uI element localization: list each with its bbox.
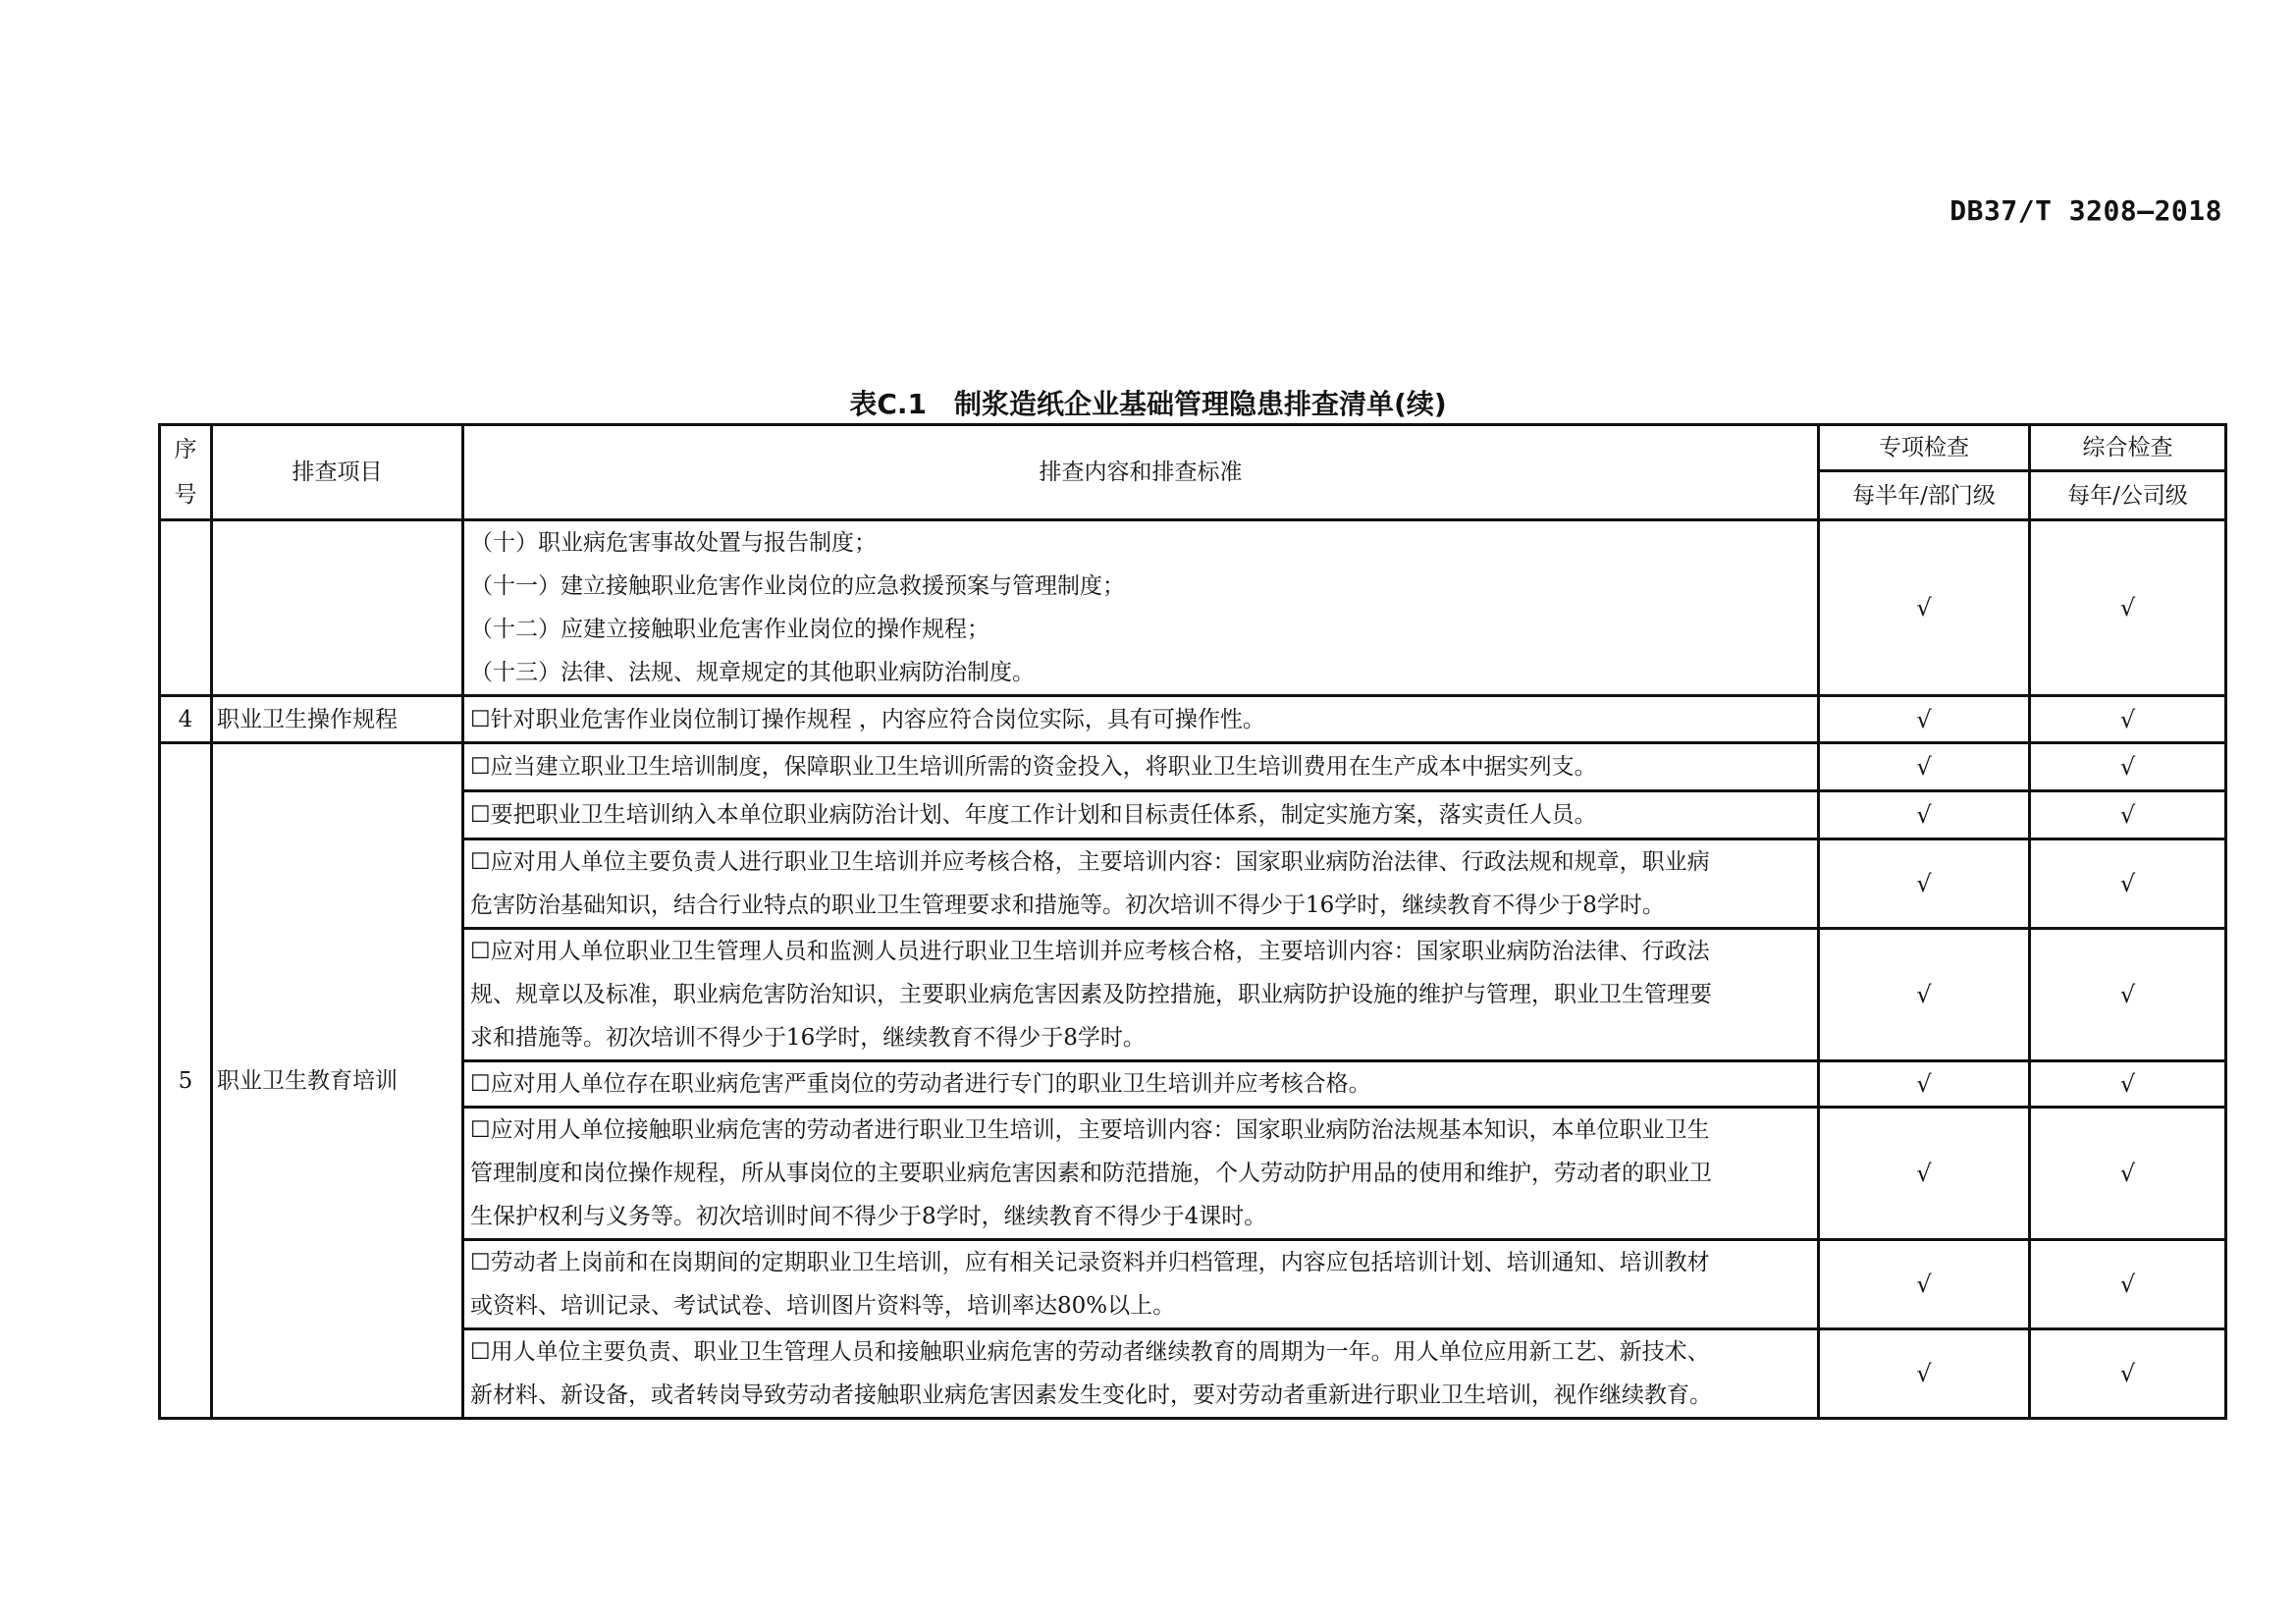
- row-seq: 5: [160, 743, 212, 1419]
- special-check-mark: √: [1819, 929, 2030, 1061]
- row-content: [463, 743, 1819, 791]
- content-line: 求和措施等。初次培训不得少于16学时，继续教育不得少于8学时。: [470, 1025, 1146, 1051]
- hazard-checklist-table: [158, 423, 2227, 1420]
- row-content: [463, 1329, 1819, 1419]
- row-seq: [160, 520, 212, 696]
- content-line: 新材料、新设备，或者转岗导致劳动者接触职业病危害因素发生变化时，要对劳动者重新进行职业卫生培训，视作继续教育。: [470, 1382, 1712, 1408]
- content-line: ☐应当建立职业卫生培训制度，保障职业卫生培训所需的资金投入，将职业卫生培训费用在生产成本中据实列支。: [470, 754, 1597, 780]
- header-seq-top: 序: [174, 437, 197, 462]
- content-line: ☐劳动者上岗前和在岗期间的定期职业卫生培训，应有相关记录资料并归档管理，内容应包括培训计划、培训通知、培训教材: [470, 1250, 1710, 1275]
- comprehensive-check-mark: √: [2030, 1329, 2226, 1419]
- header-seq: [160, 425, 212, 520]
- table-row: [160, 1108, 2226, 1240]
- content-line: ☐针对职业危害作业岗位制订操作规程 ，内容应符合岗位实际，具有可操作性。: [470, 706, 1265, 732]
- comprehensive-check-mark: √: [2030, 696, 2226, 743]
- special-check-mark: √: [1819, 1240, 2030, 1329]
- comprehensive-check-mark: √: [2030, 929, 2226, 1061]
- table-row: [160, 696, 2226, 743]
- standard-code: DB37/T 3208—2018: [1949, 194, 2222, 227]
- special-check-mark: √: [1819, 696, 2030, 743]
- header-comprehensive-check: 综合检查: [2030, 425, 2226, 471]
- header-special-check: 专项检查: [1819, 425, 2030, 471]
- content-line: 生保护权利与义务等。初次培训时间不得少于8学时，继续教育不得少于4课时。: [470, 1204, 1267, 1229]
- comprehensive-check-mark: √: [2030, 839, 2226, 929]
- comprehensive-check-mark: √: [2030, 1108, 2226, 1240]
- table-row: [160, 839, 2226, 929]
- special-check-mark: √: [1819, 1061, 2030, 1108]
- row-item: 职业卫生教育培训: [212, 743, 463, 1419]
- row-content: [463, 520, 1819, 696]
- content-line: （十）职业病危害事故处置与报告制度；: [470, 530, 877, 556]
- content-line: 或资料、培训记录、考试试卷、培训图片资料等，培训率达80%以上。: [470, 1293, 1176, 1319]
- special-check-mark: √: [1819, 1108, 2030, 1240]
- content-line: （十一）建立接触职业危害作业岗位的应急救援预案与管理制度；: [470, 573, 1125, 599]
- comprehensive-check-mark: √: [2030, 1061, 2226, 1108]
- header-item: 排查项目: [212, 425, 463, 520]
- row-content: [463, 696, 1819, 743]
- special-check-mark: √: [1819, 1329, 2030, 1419]
- content-line: ☐应对用人单位接触职业病危害的劳动者进行职业卫生培训，主要培训内容：国家职业病防治法规基本知识，本单位职业卫生: [470, 1117, 1710, 1143]
- row-content: [463, 1061, 1819, 1108]
- comprehensive-check-mark: √: [2030, 520, 2226, 696]
- table-row: [160, 1240, 2226, 1329]
- row-content: [463, 791, 1819, 839]
- header-comprehensive-frequency: 每年/公司级: [2030, 471, 2226, 520]
- content-line: ☐用人单位主要负责、职业卫生管理人员和接触职业病危害的劳动者继续教育的周期为一年。用人单位应用新工艺、新技术、: [470, 1339, 1710, 1365]
- special-check-mark: √: [1819, 839, 2030, 929]
- table-row: [160, 1061, 2226, 1108]
- header-special-frequency: 每半年/部门级: [1819, 471, 2030, 520]
- table-row: [160, 791, 2226, 839]
- special-check-mark: √: [1819, 520, 2030, 696]
- content-line: 规、规章以及标准，职业病危害防治知识，主要职业病危害因素及防控措施，职业病防护设施的维护与管理，职业卫生管理要: [470, 982, 1712, 1007]
- row-content: [463, 1108, 1819, 1240]
- special-check-mark: √: [1819, 791, 2030, 839]
- row-content: [463, 929, 1819, 1061]
- header-content: 排查内容和排查标准: [463, 425, 1819, 520]
- content-line: ☐要把职业卫生培训纳入本单位职业病防治计划、年度工作计划和目标责任体系，制定实施方案，落实责任人员。: [470, 802, 1597, 828]
- comprehensive-check-mark: √: [2030, 743, 2226, 791]
- table-row: [160, 929, 2226, 1061]
- content-line: ☐应对用人单位主要负责人进行职业卫生培训并应考核合格，主要培训内容：国家职业病防治法律、行政法规和规章，职业病: [470, 849, 1710, 875]
- content-line: 危害防治基础知识，结合行业特点的职业卫生管理要求和措施等。初次培训不得少于16学时，继续教育不得少于8学时。: [470, 893, 1665, 918]
- table-row: [160, 743, 2226, 791]
- content-line: （十三）法律、法规、规章规定的其他职业病防治制度。: [470, 660, 1035, 685]
- content-line: 管理制度和岗位操作规程，所从事岗位的主要职业病危害因素和防范措施，个人劳动防护用品的使用和维护，劳动者的职业卫: [470, 1161, 1712, 1186]
- row-content: [463, 839, 1819, 929]
- comprehensive-check-mark: √: [2030, 791, 2226, 839]
- table-title: 表C.1 制浆造纸企业基础管理隐患排查清单(续): [849, 388, 1447, 420]
- table-row: [160, 1329, 2226, 1419]
- header-seq-bottom: 号: [174, 482, 197, 508]
- row-item: [212, 520, 463, 696]
- content-line: （十二）应建立接触职业危害作业岗位的操作规程；: [470, 617, 989, 642]
- row-item: 职业卫生操作规程: [212, 696, 463, 743]
- content-line: ☐应对用人单位职业卫生管理人员和监测人员进行职业卫生培训并应考核合格，主要培训内容：国家职业病防治法律、行政法: [470, 939, 1710, 964]
- row-content: [463, 1240, 1819, 1329]
- table-row: [160, 520, 2226, 696]
- comprehensive-check-mark: √: [2030, 1240, 2226, 1329]
- content-line: ☐应对用人单位存在职业病危害严重岗位的劳动者进行专门的职业卫生培训并应考核合格。: [470, 1071, 1371, 1097]
- special-check-mark: √: [1819, 743, 2030, 791]
- row-seq: 4: [160, 696, 212, 743]
